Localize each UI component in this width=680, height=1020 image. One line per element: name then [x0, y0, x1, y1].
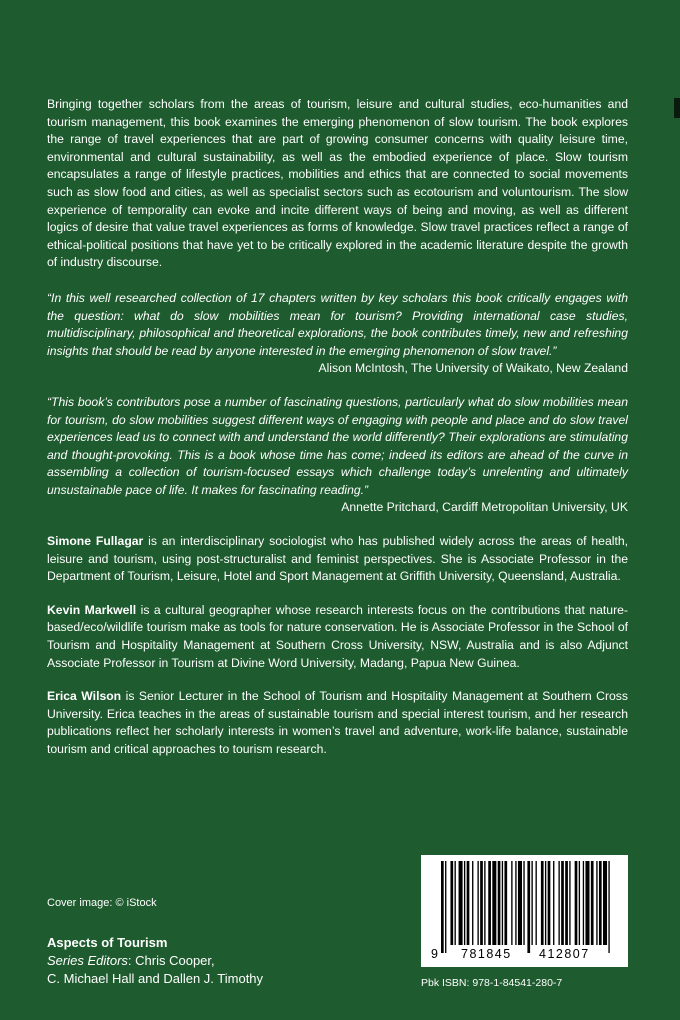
- book-blurb: Bringing together scholars from the areas of tourism, leisure and cultural studies, eco-humanities and tourism management, this book examines the emerging phenomenon of slow tourism. The book explores the range of travel experiences that are part of growing consumer concerns with quality leisure time, environmental and cultural sustainability, as well as the embodied experience of place. Slow tourism encapsulates a range of lifestyle practices, mobilities and ethics that are connected to social movements such as slow food and cities, as well as specialist sectors such as ecotourism and voluntourism. The slow experience of temporality can evoke and incite different ways of being and moving, as well as different logics of desire that value travel experiences as forms of knowledge. Slow travel practices reflect a range of ethical-political positions that have yet to be critically explored in the academic literature despite the growth of industry discourse.: [47, 97, 628, 270]
- barcode-bar: [608, 861, 609, 953]
- barcode-bar: [548, 861, 551, 945]
- series-editors-names: : Chris Cooper,: [127, 953, 215, 968]
- barcode-bar: [553, 861, 554, 945]
- barcode-bar: [492, 861, 496, 945]
- barcode-bar: [585, 861, 589, 945]
- barcode-bar: [515, 861, 516, 945]
- editor-bio-text: is a cultural geographer whose research interests focus on the contributions that nature-based/eco/wildlife tourism make as tools for nature conservation. He is Associate Professor in the School of Tourism and Hospitality Management at Southern Cross University, NSW, Australia and is also Adjunct Associate Professor in Tourism at Divine Word University, Madang, Papua New Guinea.: [47, 602, 628, 670]
- barcode-bar: [579, 861, 580, 945]
- series-editors-line: [47, 952, 263, 970]
- edge-tab: [674, 98, 680, 118]
- barcode-bar: [504, 861, 507, 945]
- barcode-digit-first: 9: [431, 947, 438, 961]
- editor-name: Simone Fullagar: [47, 534, 144, 549]
- barcode-digits-left: 781845: [461, 947, 512, 961]
- barcode-bar: [561, 861, 564, 945]
- barcode-bar: [569, 861, 570, 945]
- barcode-bar: [459, 861, 463, 945]
- series-editors-line: C. Michael Hall and Dallen J. Timothy: [47, 971, 264, 986]
- barcode-bar: [498, 861, 501, 945]
- series-title: Aspects of Tourism: [47, 935, 168, 950]
- isbn: Pbk ISBN: 978-1-84541-280-7: [421, 977, 563, 989]
- editor-name: Kevin Markwell: [47, 602, 137, 617]
- barcode-bar: [545, 861, 546, 945]
- barcode-bar: [480, 861, 483, 945]
- barcode-bar: [596, 861, 597, 945]
- barcode-bar: [467, 861, 470, 945]
- endorsement-1: [47, 290, 628, 378]
- endorsement-quote: “In this well researched collection of 17 chapters written by key scholars this book critically engages with the question: what do slow mobilities mean for tourism? Providing international case studies, multidisciplinary, philosophical and theoretical explorations, the book contributes timely, new and refreshing insights that should be read by anyone interested in the emerging phenomenon of slow travel.”: [47, 290, 628, 358]
- barcode-bar: [488, 861, 491, 945]
- barcode-digits-right: 412807: [539, 947, 590, 961]
- barcode-bar: [484, 861, 485, 945]
- series-editors-label: Series Editors: [47, 953, 128, 968]
- cover-image-credit: Cover image: © iStock: [47, 897, 157, 909]
- barcode-bar: [523, 861, 524, 945]
- barcode-bar: [558, 861, 559, 945]
- barcode-bar: [455, 861, 456, 945]
- editor-bio: [47, 533, 628, 586]
- endorsement-quote: “This book’s contributors pose a number of fascinating questions, particularly what do slow mobilities mean for tourism, do slow mobilities suggest different ways of engaging with people and place and do slow travel experiences lead us to connect with and understand the world differently? Their explorations are stimulating and thought-provoking. This is a book whose time has come; indeed its editors are ahead of the curve in assembling a collection of tourism-focused essays which challenge today’s unrelenting and ultimately unsustainable pace of life. It makes for fascinating reading.”: [47, 394, 628, 497]
- barcode-bar: [527, 861, 530, 953]
- barcode-bar: [450, 861, 453, 945]
- barcode-bar: [445, 861, 446, 953]
- barcode-bar: [477, 861, 478, 945]
- editor-bio: [47, 602, 628, 672]
- endorsement-attribution: Alison McIntosh, The University of Waikato, New Zealand: [318, 361, 628, 376]
- barcode-bar: [575, 861, 578, 945]
- barcode-bar: [603, 861, 607, 945]
- endorsement-attribution: Annette Pritchard, Cardiff Metropolitan University, UK: [341, 500, 628, 515]
- barcode-bar: [536, 861, 537, 945]
- editor-bio-text: is an interdisciplinary sociologist who has published widely across the areas of health, leisure and tourism, using post-structuralist and feminist perspectives. She is Associate Professor in the Department of Tourism, Leisure, Hotel and Sport Management at Griffith University, Queensland, Australia.: [47, 534, 628, 584]
- editor-name: Erica Wilson: [47, 689, 122, 704]
- editor-bio: [47, 688, 628, 758]
- barcode-bar: [541, 861, 544, 945]
- barcode-bar: [599, 861, 602, 945]
- barcode-bar: [464, 861, 465, 945]
- barcode-bar: [565, 861, 568, 945]
- series-info: [47, 934, 263, 988]
- barcode-bar: [511, 861, 512, 945]
- barcode: [421, 855, 628, 967]
- barcode-digits: [421, 947, 628, 965]
- barcode-bar: [531, 861, 532, 945]
- barcode-bar: [583, 861, 584, 945]
- barcode-bar: [472, 861, 473, 945]
- barcode-bar: [591, 861, 594, 945]
- cover-text: [47, 96, 628, 775]
- barcode-bar: [518, 861, 522, 945]
- barcode-bar: [502, 861, 503, 945]
- editor-bio-text: is Senior Lecturer in the School of Tourism and Hospitality Management at Southern Cross University. Erica teaches in the areas of sustainable tourism and special interest tourism, and her research publications reflect her scholarly interests in women’s travel and adventure, work-life balance, sustainable tourism and critical approaches to tourism research.: [47, 689, 628, 756]
- endorsement-2: [47, 394, 628, 517]
- barcode-bar: [441, 861, 444, 953]
